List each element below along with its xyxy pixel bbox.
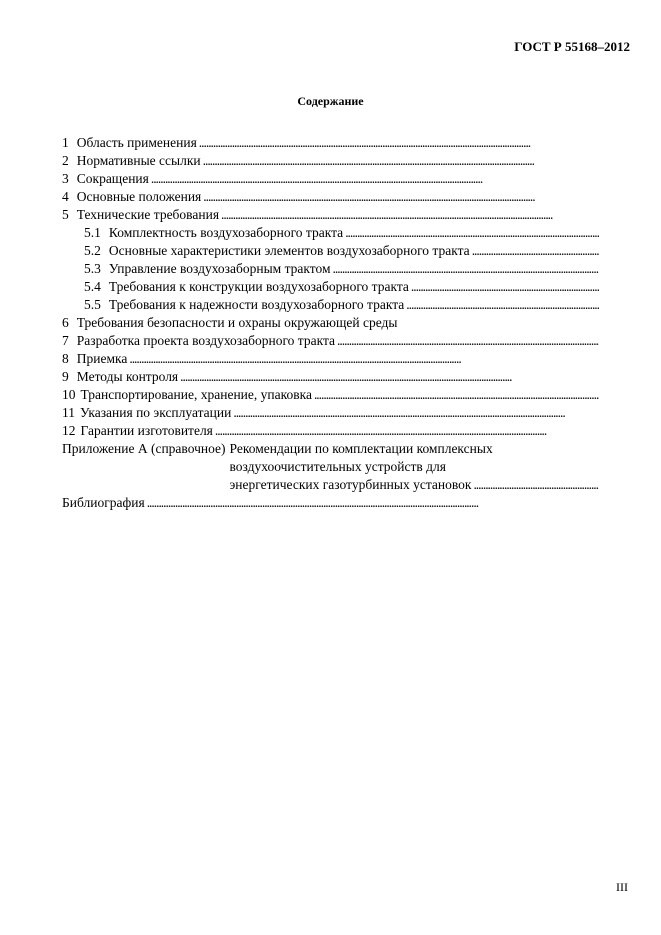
toc-entry-title: Гарантии изготовителя [80, 423, 213, 438]
toc-entry-number: 8 [62, 351, 69, 366]
dot-leader [411, 278, 599, 296]
toc-entry-number: 6 [62, 315, 69, 330]
toc-entry-1[interactable] [62, 134, 599, 152]
dot-leader [333, 260, 599, 278]
toc-entry-number: 1 [62, 135, 69, 150]
toc-entry-title: Приемка [76, 351, 128, 366]
toc-entry-title: Управление воздухозаборным трактом [108, 261, 331, 276]
toc-entry-title: Комплектность воздухозаборного тракта [108, 225, 344, 240]
toc-entry-title: Требования к надежности воздухозаборного тракта [108, 297, 405, 312]
toc-entry-title: Нормативные ссылки [76, 153, 201, 168]
toc-entry-5-1[interactable] [62, 224, 599, 242]
toc-entry-appendix-a[interactable] [62, 440, 599, 494]
toc-entry-number: 5.3 [84, 261, 101, 276]
dot-leader [203, 152, 599, 170]
toc-entry-7[interactable] [62, 332, 599, 350]
toc-entry-number: 7 [62, 333, 69, 348]
dot-leader [337, 332, 599, 350]
toc-entry-number: 9 [62, 369, 69, 384]
appendix-title-line: Рекомендации по комплектации комплексных [229, 441, 493, 456]
toc-entry-number: 4 [62, 189, 69, 204]
dot-leader [215, 422, 599, 440]
dot-leader [180, 368, 599, 386]
toc-entry-9[interactable] [62, 368, 599, 386]
toc-entry-number: 12 [62, 423, 76, 438]
dot-leader [151, 170, 599, 188]
toc-entry-number: 10 [62, 387, 76, 402]
appendix-label: Приложение А (справочное) [62, 441, 226, 456]
dot-leader [233, 404, 599, 422]
dot-leader [129, 350, 599, 368]
toc-entry-title: Указания по эксплуатации [80, 405, 232, 420]
toc-entry-6[interactable] [62, 314, 599, 332]
toc-entry-bibliography[interactable] [62, 494, 599, 512]
dot-leader [147, 494, 599, 512]
toc-entry-title: Транспортирование, хранение, упаковка [80, 387, 312, 402]
toc-entry-5-2[interactable] [62, 242, 599, 260]
toc-entry-title: Требования к конструкции воздухозаборного тракта [108, 279, 409, 294]
dot-leader [472, 242, 599, 260]
table-of-contents [62, 134, 599, 512]
appendix-title-line: энергетических газотурбинных установок [229, 477, 472, 492]
toc-entry-number: 5.1 [84, 225, 101, 240]
toc-entry-4[interactable] [62, 188, 599, 206]
dot-leader [473, 476, 599, 494]
dot-leader [199, 134, 599, 152]
page-number: III [616, 880, 628, 894]
toc-entry-title: Сокращения [76, 171, 149, 186]
document-header: ГОСТ Р 55168–2012 [514, 39, 630, 54]
toc-entry-title: Основные положения [76, 189, 202, 204]
toc-entry-5-3[interactable] [62, 260, 599, 278]
toc-entry-3[interactable] [62, 170, 599, 188]
toc-entry-5-5[interactable] [62, 296, 599, 314]
toc-entry-number: 5 [62, 207, 69, 222]
toc-entry-title: Разработка проекта воздухозаборного тракта [76, 333, 336, 348]
toc-entry-12[interactable] [62, 422, 599, 440]
appendix-title-line-last [230, 476, 599, 494]
toc-entry-title: Область применения [76, 135, 197, 150]
toc-entry-5-4[interactable] [62, 278, 599, 296]
toc-entry-title: Требования безопасности и охраны окружающей среды [76, 315, 398, 330]
toc-entry-10[interactable] [62, 386, 599, 404]
toc-entry-5[interactable] [62, 206, 599, 224]
toc-entry-title: Библиография [62, 495, 145, 510]
appendix-title [230, 440, 599, 494]
toc-entry-title: Основные характеристики элементов воздухозаборного тракта [108, 243, 470, 258]
dot-leader [314, 386, 599, 404]
dot-leader [406, 296, 599, 314]
toc-entry-number: 11 [62, 405, 75, 420]
dot-leader [203, 188, 599, 206]
toc-entry-11[interactable] [62, 404, 599, 422]
toc-entry-number: 5.4 [84, 279, 101, 294]
appendix-title-line: воздухоочистительных устройств для [229, 459, 446, 474]
toc-entry-8[interactable] [62, 350, 599, 368]
toc-entry-number: 5.2 [84, 243, 101, 258]
toc-title: Содержание [297, 94, 364, 108]
toc-entry-title: Технические требования [76, 207, 220, 222]
toc-entry-2[interactable] [62, 152, 599, 170]
toc-entry-number: 2 [62, 153, 69, 168]
toc-entry-number: 5.5 [84, 297, 101, 312]
dot-leader [345, 224, 599, 242]
toc-entry-title: Методы контроля [76, 369, 179, 384]
dot-leader [221, 206, 599, 224]
toc-entry-number: 3 [62, 171, 69, 186]
